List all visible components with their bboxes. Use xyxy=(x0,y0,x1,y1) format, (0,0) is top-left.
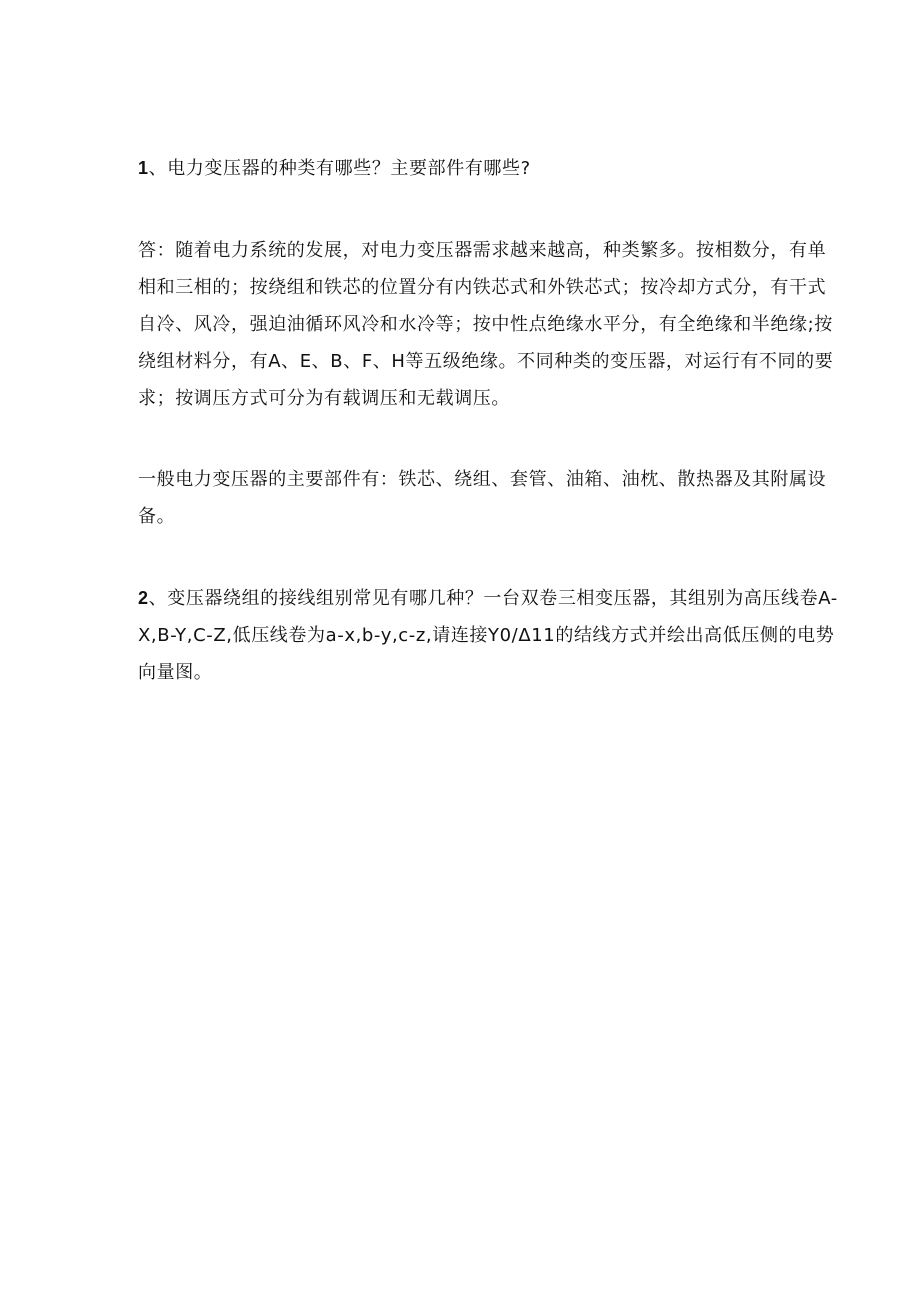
question-2-text: 、变压器绕组的接线组别常见有哪几种？一台双卷三相变压器，其组别为高压线卷A-X,B-Y,C-Z,低压线卷为a-x,b-y,c-z,请连接Y0/Δ11的结线方式并绘出高低压侧的电势向量图。 xyxy=(138,588,838,683)
answer-1-paragraph-1: 答：随着电力系统的发展，对电力变压器需求越来越高，种类繁多。按相数分，有单相和三相的；按绕组和铁芯的位置分有内铁芯式和外铁芯式；按冷却方式分，有干式自冷、风冷，强迫油循环风冷和水冷等；按中性点绝缘水平分，有全绝缘和半绝缘;按绕组材料分，有A、E、B、F、H等五级绝缘。不同种类的变压器，对运行有不同的要求；按调压方式可分为有载调压和无载调压。 xyxy=(138,240,834,409)
question-1-number: 1 xyxy=(138,158,149,178)
answer-1-paragraph-2: 一般电力变压器的主要部件有：铁芯、绕组、套管、油箱、油枕、散热器及其附属设备。 xyxy=(138,469,827,527)
question-1 xyxy=(138,150,838,187)
question-1-text: 、电力变压器的种类有哪些？主要部件有哪些? xyxy=(148,158,531,179)
question-2 xyxy=(138,580,838,691)
question-2-number: 2 xyxy=(138,588,149,608)
document-body xyxy=(138,150,838,691)
